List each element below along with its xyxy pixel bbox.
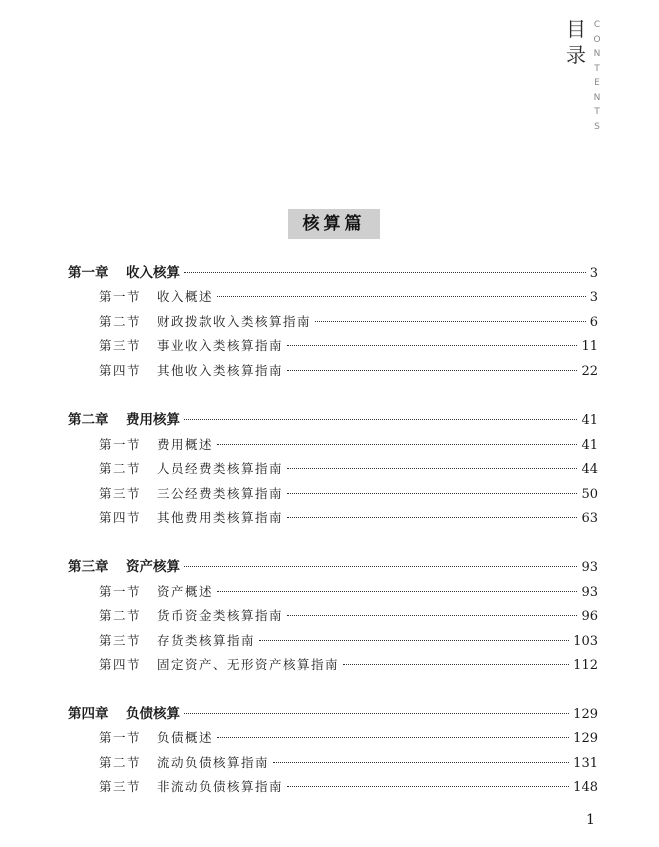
dot-leader <box>259 640 569 641</box>
toc-section-entry[interactable] <box>99 312 598 332</box>
toc-section-entry[interactable] <box>99 728 598 748</box>
page-ref: 103 <box>573 634 598 649</box>
toc-section-entry[interactable] <box>99 336 598 356</box>
contents-subtitle-char: S <box>594 121 600 132</box>
section-label: 第四节 <box>99 657 142 672</box>
section-title: 三公经费类核算指南 <box>157 486 284 501</box>
dot-leader <box>184 713 569 714</box>
section-label: 第三节 <box>99 486 142 501</box>
toc-section-entry[interactable] <box>99 753 598 773</box>
chapter-title: 费用核算 <box>126 412 180 428</box>
page-ref: 63 <box>581 511 598 526</box>
dot-leader <box>184 419 577 420</box>
section-label: 第三节 <box>99 633 142 648</box>
contents-subtitle-char: O <box>593 34 601 45</box>
section-title: 负债概述 <box>157 730 214 745</box>
toc-section-entry[interactable] <box>99 484 598 504</box>
contents-title <box>566 16 586 68</box>
toc-section-entry[interactable] <box>99 361 598 381</box>
chapter-label: 第二章 <box>68 412 109 428</box>
page-ref: 131 <box>573 756 598 771</box>
toc-section-entry[interactable] <box>99 459 598 479</box>
page-ref: 22 <box>581 364 598 379</box>
chapter-title: 资产核算 <box>126 559 180 575</box>
toc-chapter-entry[interactable] <box>68 410 598 430</box>
dot-leader <box>287 517 577 518</box>
dot-leader <box>273 762 569 763</box>
page-ref: 93 <box>581 585 598 600</box>
contents-subtitle-char: N <box>593 49 601 59</box>
dot-leader <box>184 566 577 567</box>
section-title: 费用概述 <box>157 437 214 452</box>
contents-title-char: 目 <box>566 17 586 41</box>
section-label: 第二节 <box>99 461 142 476</box>
toc-section-entry[interactable] <box>99 435 598 455</box>
chapter-title: 负债核算 <box>126 706 180 722</box>
contents-subtitle-char: T <box>594 63 600 74</box>
section-label: 第二节 <box>99 314 142 329</box>
toc-section-entry[interactable] <box>99 655 598 675</box>
dot-leader <box>287 615 577 616</box>
contents-subtitle-char: E <box>594 78 600 88</box>
section-title: 人员经费类核算指南 <box>157 461 284 476</box>
section-title: 收入概述 <box>157 289 214 304</box>
dot-leader <box>217 444 577 445</box>
section-label: 第一节 <box>99 437 142 452</box>
page-ref: 96 <box>581 609 598 624</box>
section-title: 货币资金类核算指南 <box>157 608 284 623</box>
contents-header <box>562 16 604 146</box>
section-label: 第四节 <box>99 510 142 525</box>
section-title: 其他收入类核算指南 <box>157 363 284 378</box>
contents-title-char: 录 <box>566 43 586 67</box>
section-title: 存货类核算指南 <box>157 633 256 648</box>
page-ref: 129 <box>573 707 598 722</box>
page-ref: 41 <box>581 413 598 428</box>
page-ref: 112 <box>573 658 598 673</box>
dot-leader <box>315 321 586 322</box>
dot-leader <box>184 272 586 273</box>
page-ref: 148 <box>573 780 598 795</box>
section-label: 第二节 <box>99 608 142 623</box>
chapter-label: 第三章 <box>68 559 109 575</box>
page-number: 1 <box>586 812 595 828</box>
section-title: 流动负债核算指南 <box>157 755 270 770</box>
part-title: 核算篇 <box>288 209 380 239</box>
dot-leader <box>217 591 577 592</box>
page-ref: 50 <box>581 487 598 502</box>
contents-subtitle-char: N <box>593 92 601 103</box>
toc-section-entry[interactable] <box>99 287 598 307</box>
toc-section-entry[interactable] <box>99 582 598 602</box>
toc-chapter-entry[interactable] <box>68 263 598 283</box>
section-title: 固定资产、无形资产核算指南 <box>157 657 340 672</box>
page-ref: 11 <box>581 339 598 354</box>
page-ref: 3 <box>589 290 598 305</box>
section-label: 第一节 <box>99 289 142 304</box>
dot-leader <box>217 296 586 297</box>
dot-leader <box>287 786 569 787</box>
section-title: 财政拨款收入类核算指南 <box>157 314 312 329</box>
dot-leader <box>287 468 577 469</box>
toc-section-entry[interactable] <box>99 508 598 528</box>
section-title: 事业收入类核算指南 <box>157 338 284 353</box>
contents-subtitle-char: T <box>594 107 600 117</box>
section-title: 资产概述 <box>157 584 214 599</box>
dot-leader <box>287 345 577 346</box>
page-ref: 129 <box>573 731 598 746</box>
dot-leader <box>343 664 569 665</box>
contents-subtitle-char: C <box>593 20 601 30</box>
page-ref: 41 <box>581 438 598 453</box>
chapter-label: 第四章 <box>68 706 109 722</box>
section-label: 第一节 <box>99 730 142 745</box>
page-ref: 44 <box>581 462 598 477</box>
section-title: 其他费用类核算指南 <box>157 510 284 525</box>
page-ref: 6 <box>589 315 598 330</box>
toc-section-entry[interactable] <box>99 606 598 626</box>
chapter-title: 收入核算 <box>126 265 180 281</box>
toc-chapter-entry[interactable] <box>68 704 598 724</box>
section-label: 第一节 <box>99 584 142 599</box>
toc-chapter-entry[interactable] <box>68 557 598 577</box>
section-title: 非流动负债核算指南 <box>157 779 284 794</box>
section-label: 第三节 <box>99 338 142 353</box>
toc-section-entry[interactable] <box>99 777 598 797</box>
chapter-label: 第一章 <box>68 265 109 281</box>
page-ref: 3 <box>589 266 598 281</box>
contents-subtitle <box>592 18 602 134</box>
section-label: 第二节 <box>99 755 142 770</box>
section-label: 第四节 <box>99 363 142 378</box>
toc-section-entry[interactable] <box>99 631 598 651</box>
dot-leader <box>287 493 577 494</box>
dot-leader <box>217 737 569 738</box>
page-ref: 93 <box>581 560 598 575</box>
dot-leader <box>287 370 577 371</box>
section-label: 第三节 <box>99 779 142 794</box>
